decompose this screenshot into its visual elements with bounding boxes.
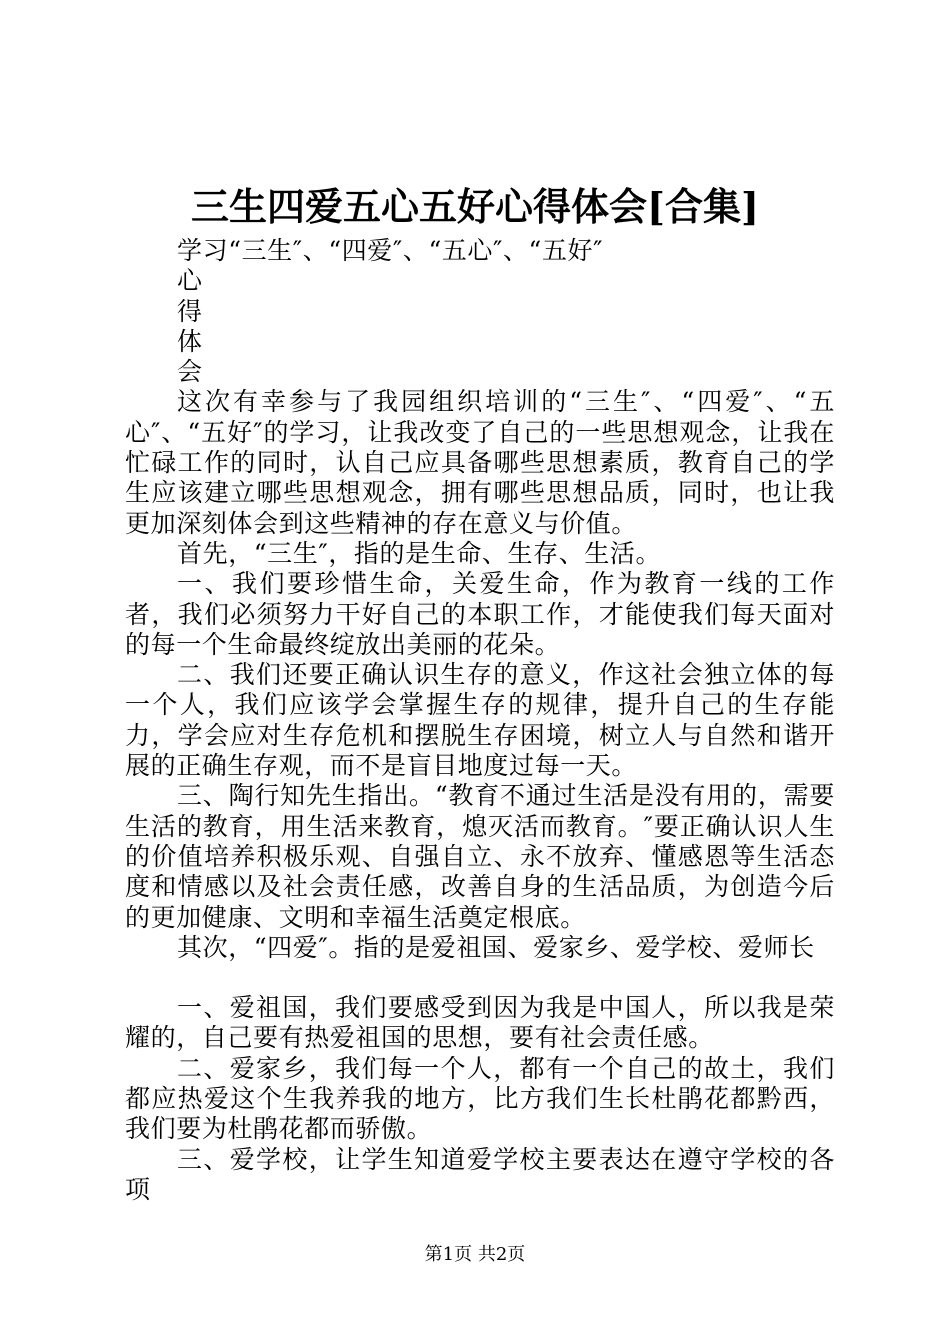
subtitle-vertical-char: 心 [177, 266, 203, 296]
document-title: 三生四爱五心五好心得体会[合集] [191, 184, 759, 229]
document-body [125, 236, 835, 1205]
paragraph-survival: 二、我们还要正确认识生存的意义，作这社会独立体的每一个人，我们应该学会掌握生存的规律，提升自己的生存能力，学会应对生存危机和摆脱生存困境，树立人与自然和谐开展的正确生存观，而不是盲目地度过每一天。 [125, 660, 835, 781]
paragraph-gap [125, 963, 835, 993]
paragraph-intro: 这次有幸参与了我园组织培训的“三生″、“四爱″、“五心″、“五好″的学习，让我改变了自己的一些思想观念，让我在忙碌工作的同时，认自己应具备哪些思想素质，教育自己的学生应该建立哪些思想观念，拥有哪些思想品质，同时，也让我更加深刻体会到这些精神的存在意义与价值。 [125, 387, 835, 538]
paragraph-love-country: 一、爱祖国，我们要感受到因为我是中国人，所以我是荣耀的，自己要有热爱祖国的思想，要有社会责任感。 [125, 993, 835, 1053]
paragraph-love-school: 三、爱学校，让学生知道爱学校主要表达在遵守学校的各项 [125, 1144, 835, 1204]
subtitle-vertical-char: 体 [177, 326, 203, 356]
paragraph-love-hometown: 二、爱家乡，我们每一个人，都有一个自己的故土，我们都应热爱这个生我养我的地方，比方我们生长杜鹃花都黔西，我们要为杜鹃花都而骄傲。 [125, 1053, 835, 1144]
page-footer: 第1页 共2页 [424, 1244, 526, 1265]
subtitle-line: 学习“三生″、“四爱″、“五心″、“五好″ [177, 236, 604, 265]
paragraph-four-loves-heading: 其次，“四爱″。指的是爱祖国、爱家乡、爱学校、爱师长 [177, 932, 815, 962]
subtitle-vertical-char: 会 [177, 357, 203, 387]
subtitle-vertical-char: 得 [177, 296, 203, 326]
paragraph-tao-xingzhi: 三、陶行知先生指出。“教育不通过生活是没有用的，需要生活的教育，用生活来教育，熄灭活而教育。″要正确认识人生的价值培养积极乐观、自强自立、永不放弃、懂感恩等生活态度和情感以及社会责任感，改善自身的生活品质，为创造今后的更加健康、文明和幸福生活奠定根底。 [125, 781, 835, 932]
paragraph-three-lives-heading: 首先，“三生″，指的是生命、生存、生活。 [177, 538, 662, 568]
paragraph-cherish-life: 一、我们要珍惜生命，关爱生命，作为教育一线的工作者，我们必须努力干好自己的本职工作，才能使我们每天面对的每一个生命最终绽放出美丽的花朵。 [125, 569, 835, 659]
